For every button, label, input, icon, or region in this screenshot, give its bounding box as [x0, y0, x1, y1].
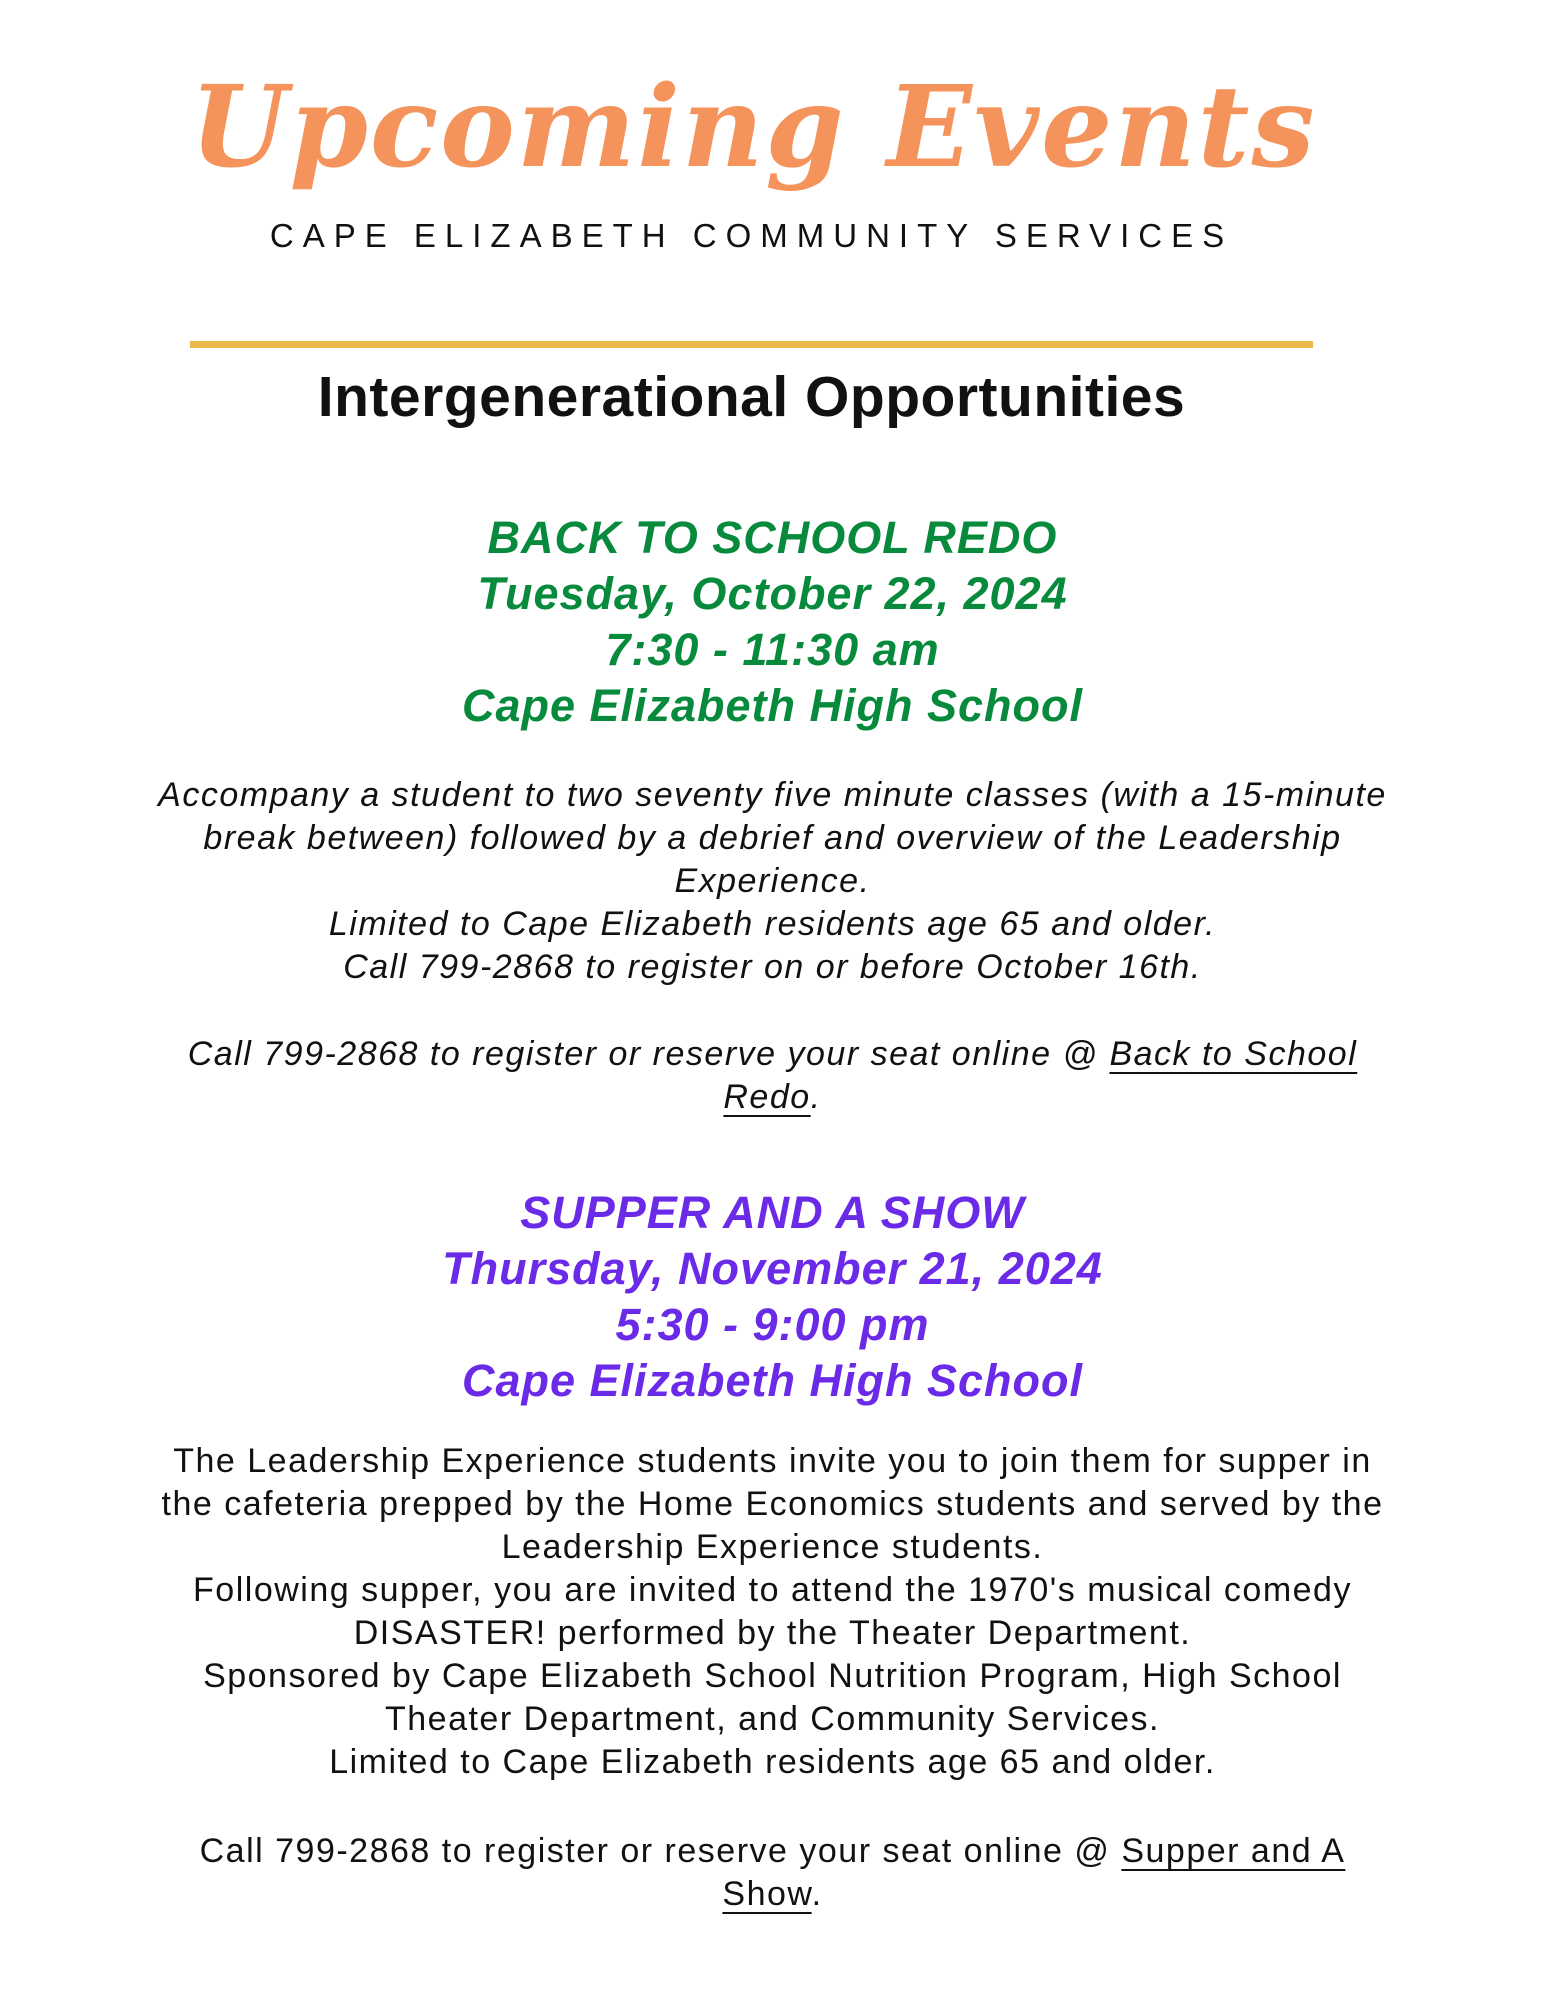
- text-line: Accompany a student to two seventy five minute classes (with a 15-minute: [158, 776, 1387, 814]
- event2-cta-suffix: .: [811, 1875, 823, 1913]
- flyer-header: [190, 0, 1317, 432]
- event2-description: [0, 1440, 1545, 1784]
- text-line: Leadership Experience students.: [501, 1528, 1044, 1566]
- page-title: Upcoming Events: [190, 62, 1317, 193]
- text-line: Experience.: [674, 862, 871, 900]
- text-line: Limited to Cape Elizabeth residents age 65 and older.: [329, 1743, 1216, 1781]
- event1-cta-line2: [0, 1076, 1545, 1119]
- event1-time: 7:30 - 11:30 am: [605, 624, 940, 675]
- back-to-school-redo-link[interactable]: Back to School: [1109, 1035, 1358, 1073]
- text-line: Sponsored by Cape Elizabeth School Nutrition Program, High School: [203, 1657, 1342, 1695]
- text-line: DISASTER! performed by the Theater Department.: [353, 1614, 1192, 1652]
- supper-and-a-show-link[interactable]: Show: [722, 1875, 812, 1913]
- supper-and-a-show-link[interactable]: Supper and A: [1121, 1832, 1346, 1870]
- event1-cta-prefix: Call 799-2868 to register or reserve your seat online @: [187, 1035, 1110, 1073]
- event2-cta-line1: [0, 1830, 1545, 1873]
- event2-heading-block: [0, 1185, 1545, 1409]
- event1-description: [0, 774, 1545, 989]
- event2-title: SUPPER AND A SHOW: [520, 1187, 1025, 1238]
- text-line: Theater Department, and Community Services.: [384, 1700, 1160, 1738]
- section-title: Intergenerational Opportunities: [317, 365, 1186, 429]
- organization-name: CAPE ELIZABETH COMMUNITY SERVICES: [269, 217, 1234, 254]
- event2-location: Cape Elizabeth High School: [461, 1355, 1084, 1406]
- back-to-school-redo-link[interactable]: Redo: [723, 1078, 811, 1116]
- gold-divider-rule: [190, 341, 1313, 348]
- text-line: the cafeteria prepped by the Home Economics students and served by the: [161, 1485, 1384, 1523]
- event1-heading-block: [0, 510, 1545, 734]
- text-line: The Leadership Experience students invite you to join them for supper in: [173, 1442, 1372, 1480]
- event2-cta-prefix: Call 799-2868 to register or reserve your seat online @: [199, 1832, 1122, 1870]
- event1-title: BACK TO SCHOOL REDO: [487, 512, 1058, 563]
- event2-cta: [0, 1830, 1545, 1916]
- event2-cta-line2: [0, 1873, 1545, 1916]
- text-line: Following supper, you are invited to attend the 1970's musical comedy: [193, 1571, 1352, 1609]
- text-line: break between) followed by a debrief and overview of the Leadership: [203, 819, 1342, 857]
- event1-date: Tuesday, October 22, 2024: [477, 568, 1068, 619]
- event1-cta-suffix: .: [810, 1078, 822, 1116]
- event2-time: 5:30 - 9:00 pm: [615, 1299, 930, 1350]
- event1-location: Cape Elizabeth High School: [461, 680, 1084, 731]
- event2-date: Thursday, November 21, 2024: [442, 1243, 1103, 1294]
- text-line: Call 799-2868 to register on or before October 16th.: [343, 948, 1202, 986]
- event1-cta-line1: [0, 1033, 1545, 1076]
- event1-cta: [0, 1033, 1545, 1119]
- text-line: Limited to Cape Elizabeth residents age 65 and older.: [328, 905, 1217, 943]
